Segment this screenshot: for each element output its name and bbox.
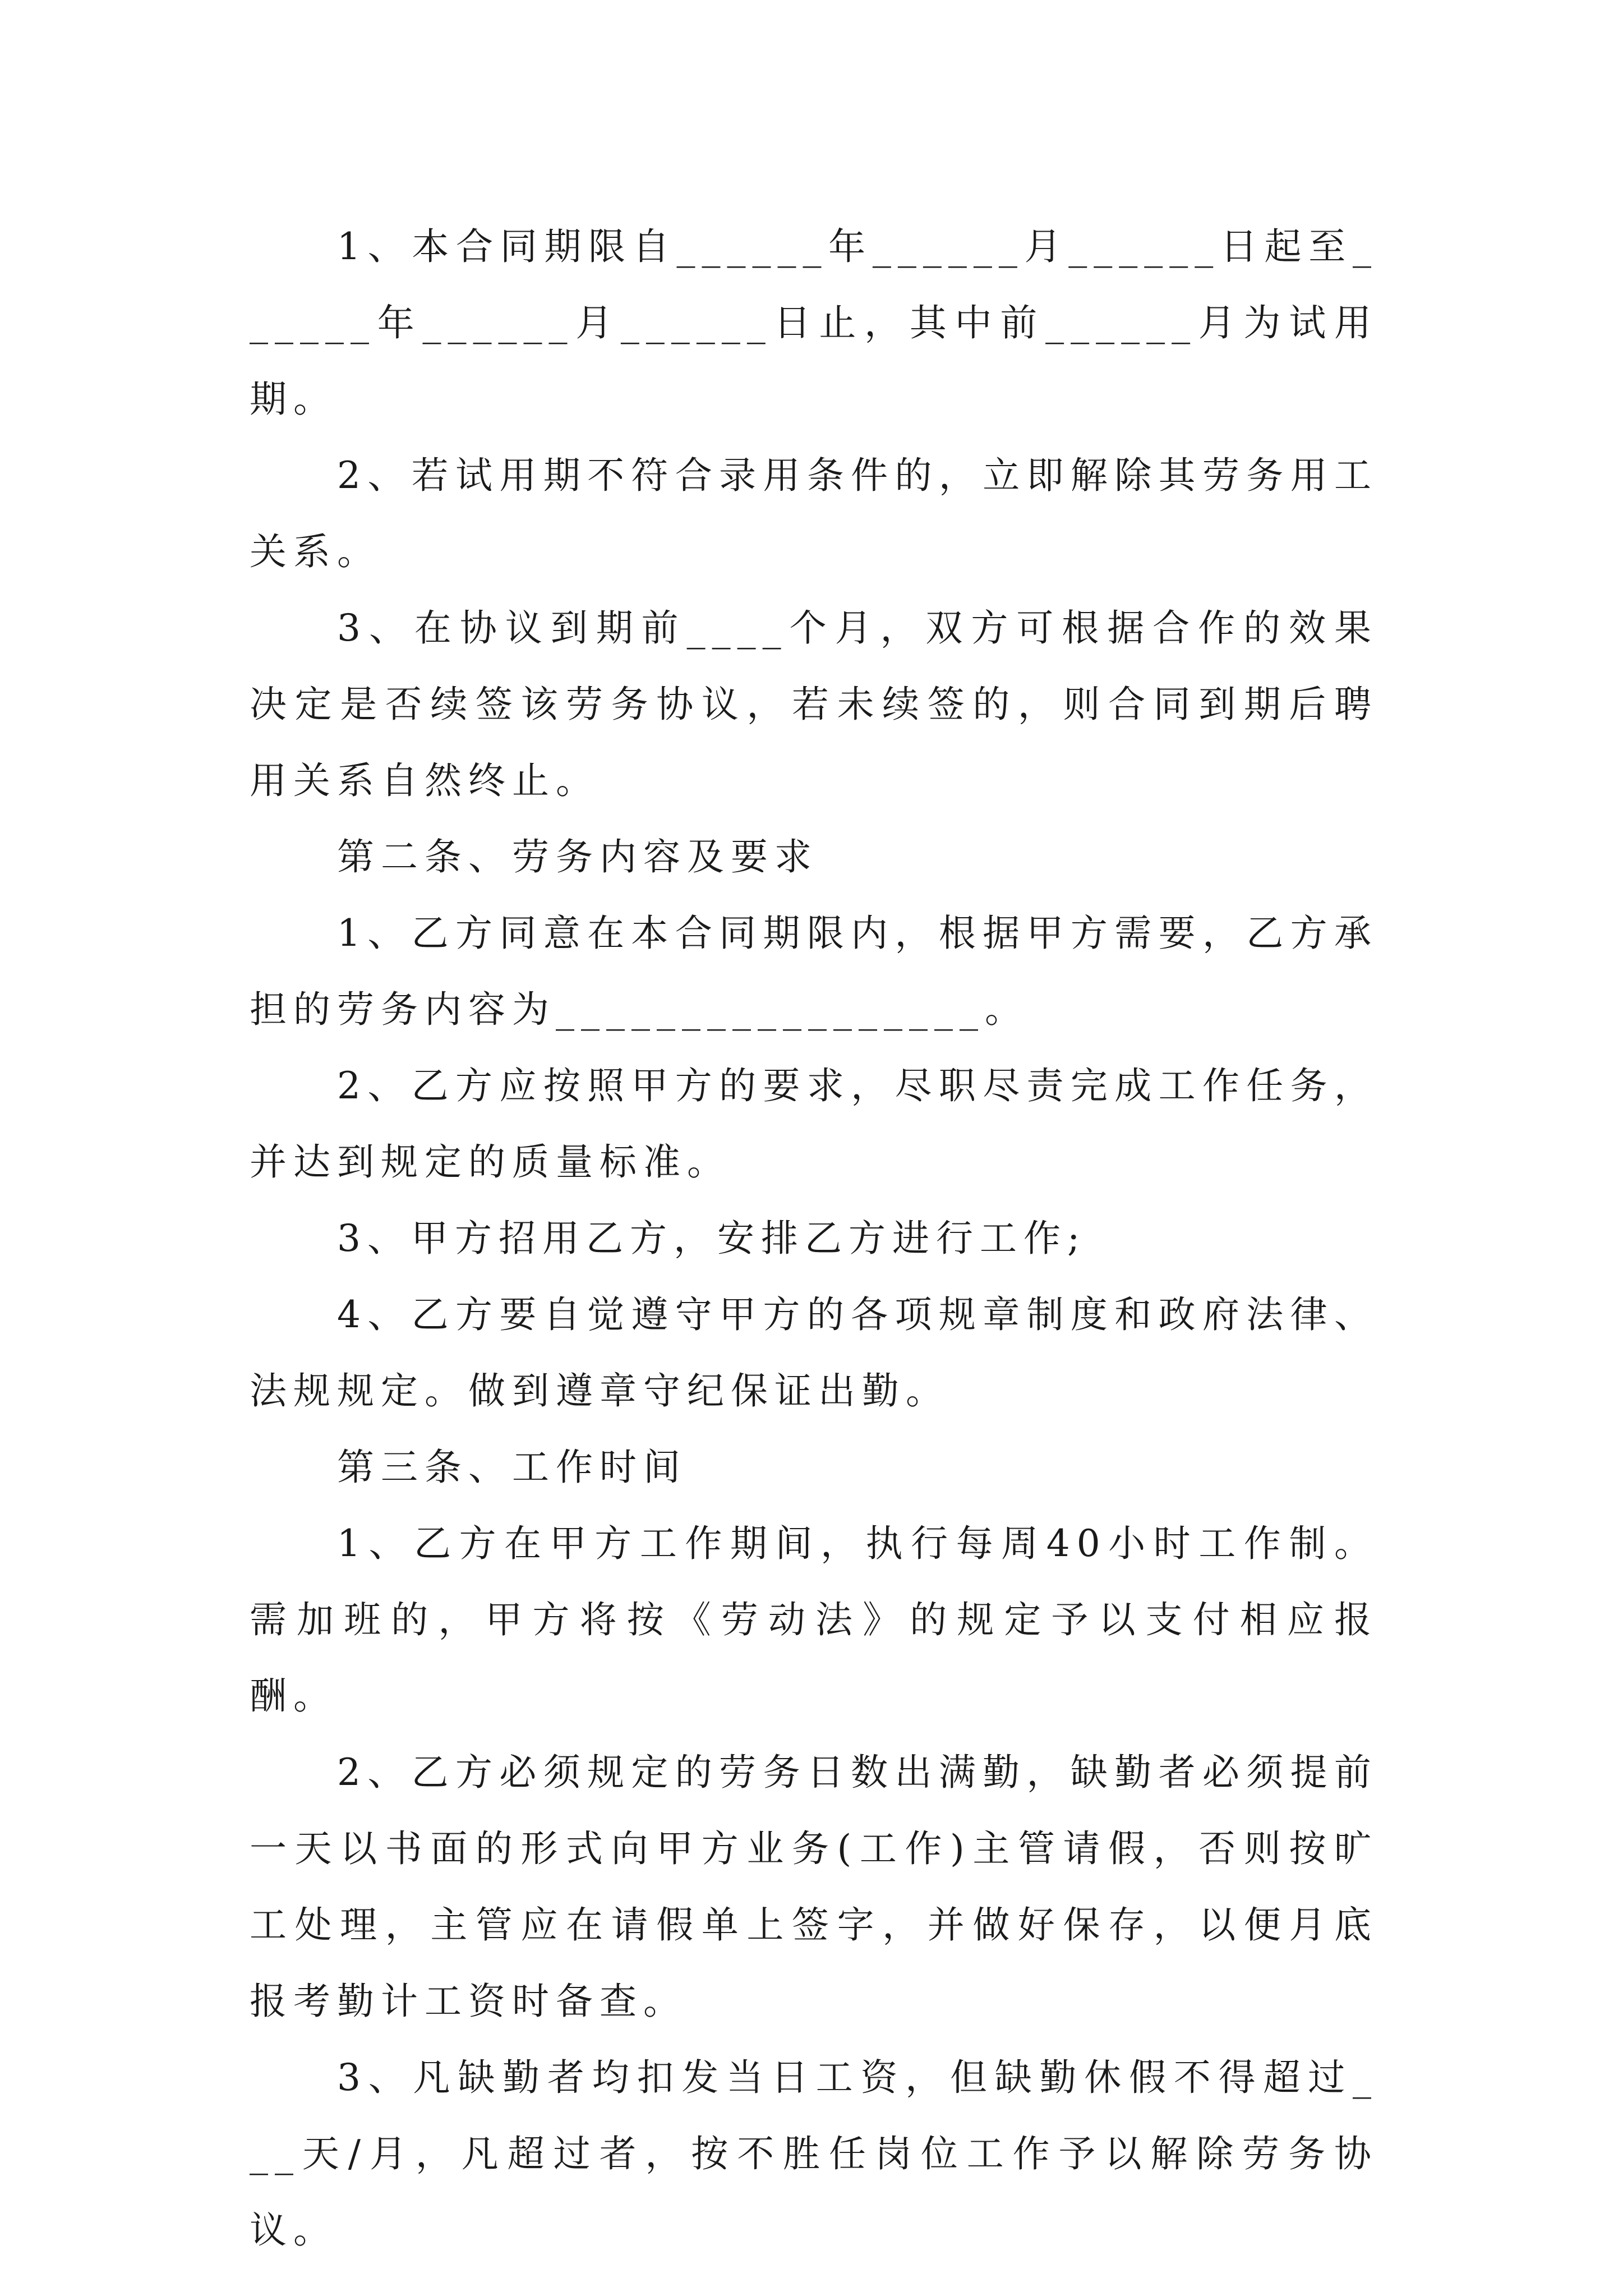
document-body [250,209,1378,2269]
clause-article2-4: 4、乙方要自觉遵守甲方的各项规章制度和政府法律、法规规定。做到遵章守纪保证出勤。 [250,1293,1378,1412]
clause-article3-3: 3、凡缺勤者均扣发当日工资，但缺勤休假不得超过___天/月，凡超过者，按不胜任岗位工作予以解除劳务协议。 [250,2056,1378,2252]
clause-article3-2: 2、乙方必须规定的劳务日数出满勤，缺勤者必须提前一天以书面的形式向甲方业务(工作)主管请假，否则按旷工处理，主管应在请假单上签字，并做好保存，以便月底报考勤计工资时备查。 [250,1751,1378,2023]
article-heading-3: 第三条、工作时间 [337,1446,687,1489]
clause-term-1: 1、本合同期限自______年______月______日起至______年______月______日止，其中前______月为试用期。 [250,225,1378,421]
article-heading-2: 第二条、劳务内容及要求 [337,835,818,878]
clause-article2-2: 2、乙方应按照甲方的要求，尽职尽责完成工作任务，并达到规定的质量标准。 [250,1064,1378,1184]
clause-article3-1: 1、乙方在甲方工作期间，执行每周40小时工作制。需加班的，甲方将按《劳动法》的规定予以支付相应报酬。 [250,1522,1378,1718]
clause-term-3: 3、在协议到期前____个月，双方可根据合作的效果决定是否续签该劳务协议，若未续签的，则合同到期后聘用关系自然终止。 [250,606,1378,802]
clause-term-2: 2、若试用期不符合录用条件的，立即解除其劳务用工关系。 [250,454,1378,573]
clause-article2-1: 1、乙方同意在本合同期限内，根据甲方需要，乙方承担的劳务内容为_________________。 [250,912,1378,1031]
clause-article2-3: 3、甲方招用乙方，安排乙方进行工作; [337,1217,1087,1260]
